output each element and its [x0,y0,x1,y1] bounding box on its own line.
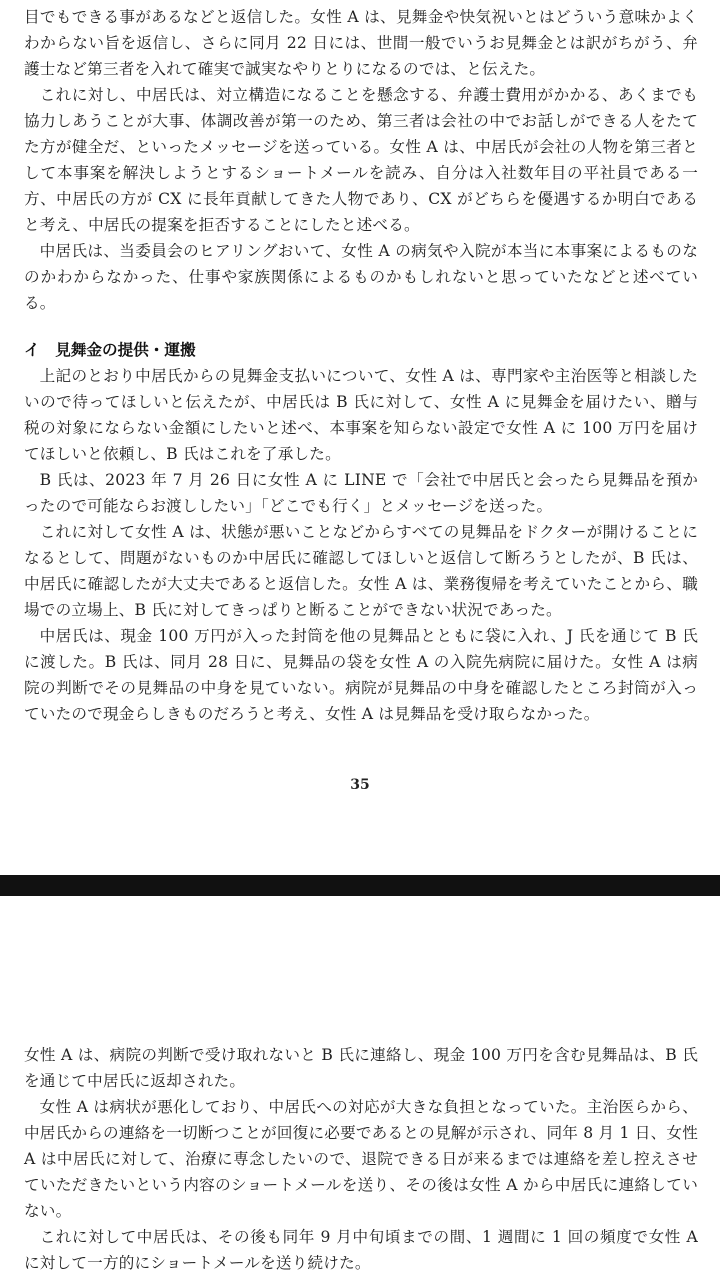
page-divider [0,875,720,896]
paragraph: 中居氏は、現金 100 万円が入った封筒を他の見舞品とともに袋に入れ、J 氏を通じて B 氏に渡した。B 氏は、同月 28 日に、見舞品の袋を女性 A の入院先病院に届けた。女性 A は病院の判断でその見舞品の中身を見ていない。病院が見舞品の中身を確認したところ封筒が入っていたので現金らしきものだろうと考え、女性 A は見舞品を受け取らなかった。 [24,627,698,723]
paragraph: これに対して中居氏は、その後も同年 9 月中旬頃までの間、1 週間に 1 回の頻度で女性 A に対して一方的にショートメールを送り続けた。 [24,1228,698,1272]
paragraph: 上記のとおり中居氏からの見舞金支払いについて、女性 A は、専門家や主治医等と相談したいので待ってほしいと伝えたが、中居氏は B 氏に対して、女性 A に見舞金を届けたい、贈与税の対象にならない金額にしたいと述べ、本事案を知らない設定で女性 A に 100 万円を届けてほしいと依頼し、B 氏はこれを了承した。 [24,367,698,463]
body-text-upper [24,4,698,316]
body-text-section [24,363,698,727]
paragraph: 女性 A は病状が悪化しており、中居氏への対応が大きな負担となっていた。主治医らから、中居氏からの連絡を一切断つことが回復に必要であるとの見解が示され、同年 8 月 1 日、女性 A は中居氏に対して、治療に専念したいので、退院できる日が来るまでは連絡を差し控えさせていただきたいという内容のショートメールを送り、その後は女性 A から中居氏に連絡していない。 [24,1098,698,1220]
paragraph: これに対して女性 A は、状態が悪いことなどからすべての見舞品をドクターが開けることになるとして、問題がないものか中居氏に確認してほしいと返信して断ろうとしたが、B 氏は、中居氏に確認したが大丈夫であると返信した。女性 A は、業務復帰を考えていたことから、職場での立場上、B 氏に対してきっぱりと断ることができない状況であった。 [24,523,698,619]
paragraph: 目でもできる事があるなどと返信した。女性 A は、見舞金や快気祝いとはどういう意味かよくわからない旨を返信し、さらに同月 22 日には、世間一般でいうお見舞金とは訳がちがう、弁護士など第三者を入れて確実で誠実なやりとりになるのでは、と伝えた。 [24,8,698,78]
paragraph: B 氏は、2023 年 7 月 26 日に女性 A に LINE で「会社で中居氏と会ったら見舞品を預かったので可能ならお渡ししたい」「どこでも行く」とメッセージを送った。 [24,471,698,515]
paragraph: これに対し、中居氏は、対立構造になることを懸念する、弁護士費用がかかる、あくまでも協力しあうことが大事、体調改善が第一のため、第三者は会社の中でお話しができる人をたてた方が健全だ、といったメッセージを送っている。女性 A は、中居氏が会社の人物を第三者として本事案を解決しようとするショートメールを読み、自分は入社数年目の平社員である一方、中居氏の方が CX に長年貢献してきた人物であり、CX がどちらを優遇するか明白であると考え、中居氏の提案を拒否することにしたと述べる。 [24,86,698,234]
page-number: 35 [350,777,370,793]
paragraph: 中居氏は、当委員会のヒアリングおいて、女性 A の病気や入院が本当に本事案によるものなのかわからなかった、仕事や家族関係によるものかもしれないと思っていたなどと述べている。 [24,242,698,312]
section-heading: イ 見舞金の提供・運搬 [24,341,196,359]
paragraph: 女性 A は、病院の判断で受け取れないと B 氏に連絡し、現金 100 万円を含む見舞品は、B 氏を通じて中居氏に返却された。 [24,1046,698,1090]
document-page-36 [0,896,720,1285]
body-text-continued [24,1042,698,1276]
